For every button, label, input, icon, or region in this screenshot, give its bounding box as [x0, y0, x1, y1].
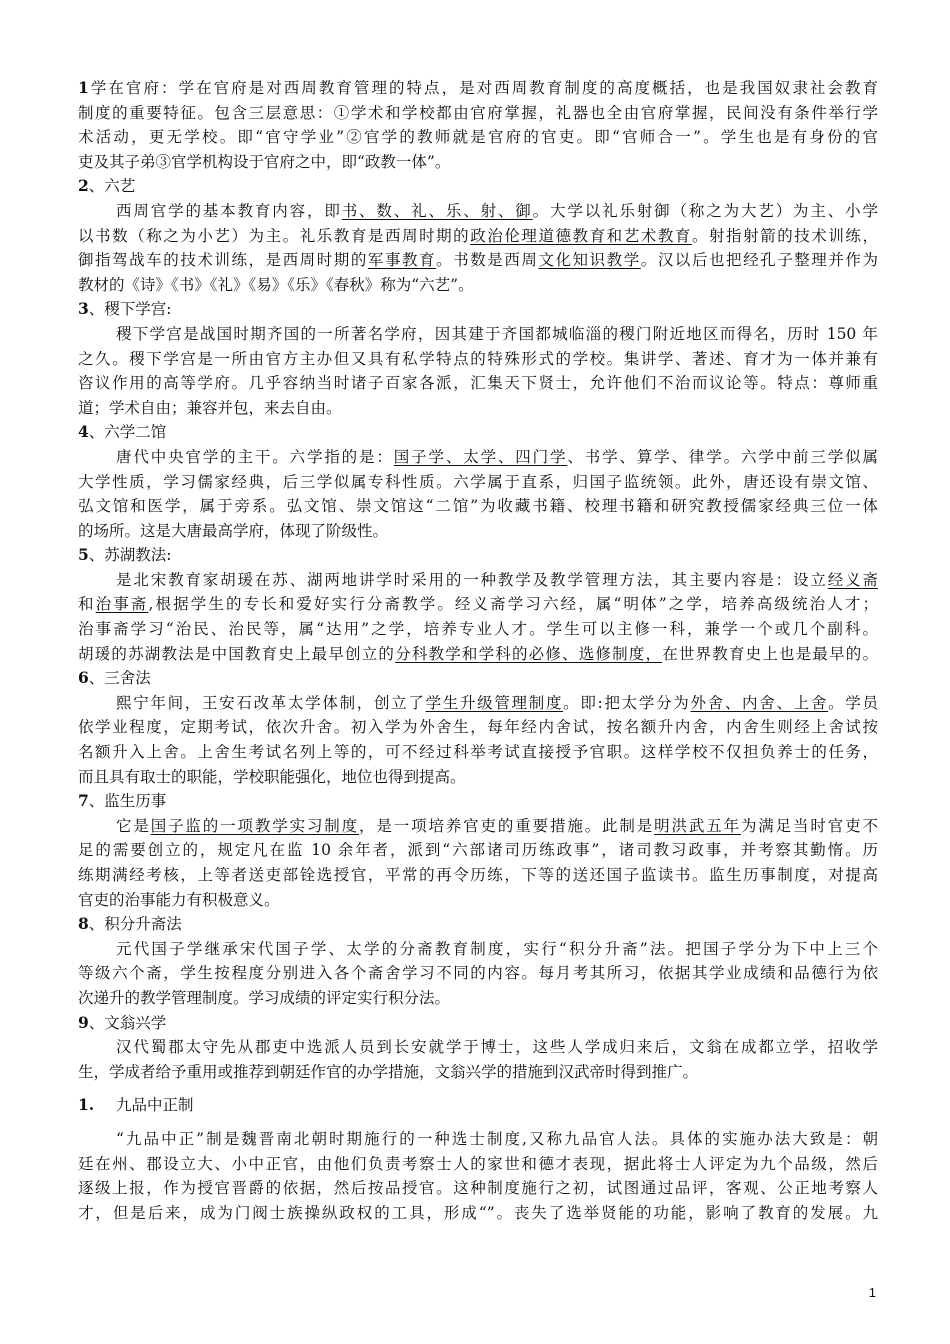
paragraph-line [78, 322, 878, 347]
text-run: 汉代蜀郡太守先从郡吏中选派人员到长安就学于博士，这些人学成归来后，文翁在成都立学，招收学 [116, 1038, 878, 1057]
section-heading [78, 1011, 878, 1036]
paragraph-line [78, 1060, 878, 1085]
paragraph-line [78, 445, 878, 470]
text-run: 教材的《诗》《书》《礼》《易》《乐》《春秋》称为“六艺”。 [78, 275, 474, 294]
paragraph-line [78, 937, 878, 962]
section-heading [78, 912, 878, 937]
section-number: 2 [78, 176, 89, 196]
section-title: 、六艺 [88, 177, 136, 196]
paragraph-line [78, 150, 878, 175]
section [78, 1084, 878, 1225]
text-run: 弘文馆和医学，属于旁系。弘文馆、崇文馆这“二馆”为收藏书籍、校理书籍和研究教授儒家经典三位一体 [78, 497, 878, 516]
underlined-text: 治事斋 [95, 595, 149, 614]
underlined-text: 国子学、太学、四门学 [393, 447, 568, 466]
text-run: 廷在州、郡设立大、小中正官，由他们负责考察士人的家世和德才表现，据此将士人评定为九个品级，然后 [78, 1154, 878, 1173]
text-run: 道；学术自由；兼容并包，来去自由。 [78, 398, 342, 417]
paragraph-line [78, 961, 878, 986]
text-run: 的场所。这是大唐最高学府，体现了阶级性。 [78, 521, 389, 540]
paragraph-line [78, 1035, 878, 1060]
section [78, 297, 878, 420]
text-run: 吏及其子弟③官学机构设于官府之中，即“政教一体”。 [78, 152, 451, 171]
underlined-text: 分科教学和学科的必修、选修制度， [395, 644, 663, 663]
paragraph-line [78, 740, 878, 765]
paragraph-line [78, 1201, 878, 1226]
paragraph-line [78, 199, 878, 224]
text-run: 依学业程度，定期考试，依次升舍。初入学为外舍生，每年经内舍试，按名额升内舍，内舍生则经上舍试按 [78, 718, 878, 737]
text-run: 它是 [116, 816, 151, 835]
text-run: ，是一项培养官吏的重要措施。此制是 [359, 816, 655, 835]
text-run: 术活动，更无学校。即“官守学业”②官学的教师就是官府的官吏。即“官师合一”。学生也是有身份的官 [78, 128, 878, 147]
text-run: 之久。稷下学宫是一所由官方主办但又具有私学特点的特殊形式的学校。集讲学、著述、育才为一体并兼有 [78, 349, 878, 368]
text-run: 才，但是后来，成为门阀士族操纵政权的工具，形成“”。丧失了选举贤能的功能，影响了教育的发展。九 [78, 1203, 878, 1222]
paragraph-line [78, 273, 878, 298]
page-number: 1 [868, 1285, 876, 1300]
paragraph-line [78, 494, 878, 519]
text-run: 元代国子学继承宋代国子学、太学的分斋教育制度，实行“积分升斋”法。把国子学分为下中上三个 [116, 939, 878, 958]
text-run: 练期满经考核，上等者送吏部铨选授官，平常的再令历练，下等的送还国子监读书。监生历事制度，对提高 [78, 866, 878, 884]
underlined-text: 外舍、内舍、上舍 [690, 693, 829, 712]
section-title: 、积分升斋法 [88, 915, 182, 934]
paragraph-line [78, 1176, 878, 1201]
section-number: 1. [78, 1095, 95, 1115]
section-title: 、监生历事 [88, 792, 167, 811]
section-title: 、苏湖教法: [88, 546, 172, 565]
section-title: 、稷下学宫: [88, 300, 172, 319]
text-run: 是北宋教育家胡瑗在苏、湖两地讲学时采用的一种教学及教学管理方法，其主要内容是：设立 [116, 570, 828, 589]
text-run: 和 [78, 595, 96, 614]
paragraph-line [78, 1127, 878, 1152]
text-run: 。书数是西周 [436, 251, 539, 270]
text-run: 制度的重要特征。包含三层意思：①学术和学校都由官府掌握，礼器也全由官府掌握，民间没有条件举行学 [78, 103, 878, 122]
text-run: 名额升入上舍。上舍生考试名列上等的，可不经过科举考试直接授予官职。这样学校不仅担负养士的任务， [78, 743, 878, 762]
paragraph-line [78, 814, 878, 839]
text-run: 御指驾战车的技术训练，是西周时期的 [78, 251, 368, 270]
paragraph-line [78, 101, 878, 126]
section [78, 1011, 878, 1085]
section-heading [78, 789, 878, 814]
section-number: 1 [78, 78, 89, 97]
section-title: 、六学二馆 [88, 423, 167, 442]
section [78, 789, 878, 912]
text-run: 稷下学宫是战国时期齐国的一所著名学府，因其建于齐国都城临淄的稷门附近地区而得名，历时 150 年 [116, 324, 878, 343]
section-number: 5 [78, 545, 89, 565]
section-heading [78, 1093, 878, 1118]
section [78, 76, 878, 174]
section-title: 九品中正制 [116, 1096, 194, 1115]
text-run: 学在官府是对西周教育管理的特点，是对西周教育制度的高度概括，也是我国奴隶社会教育 [178, 79, 878, 97]
paragraph-line [78, 396, 878, 421]
paragraph-line [78, 248, 878, 273]
underlined-text: 明洪武五年 [654, 816, 741, 835]
paragraph-line [78, 715, 878, 740]
text-run: 逐级上报，作为授官晋爵的依据，然后按品授官。这种制度施行之初，试图通过品评，客观、公正地考察人 [78, 1179, 878, 1198]
section [78, 174, 878, 297]
underlined-text: 国子监的一项教学实习制度 [150, 816, 360, 835]
section-number: 4 [78, 422, 89, 442]
spacer [78, 1118, 878, 1127]
text-run: 熙宁年间，王安石改革太学体制，创立了 [116, 693, 426, 712]
paragraph-line [78, 888, 878, 913]
section-heading [78, 420, 878, 445]
text-run: 。大学以礼乐射御（称之为大艺）为主、小学 [532, 201, 878, 220]
section-heading [78, 297, 878, 322]
underlined-text: 学生升级管理制度 [425, 693, 564, 712]
text-run: 等级六个斋，学生按程度分别进入各个斋舍学习不同的内容。每月考其所习，依据其学业成绩和品德行为依 [78, 964, 878, 983]
text-run: 胡瑗的苏湖教法是中国教育史上最早创立的 [78, 644, 396, 663]
section [78, 912, 878, 1010]
section-number: 6 [78, 668, 89, 688]
underlined-text: 经义斋 [827, 570, 878, 589]
text-run: 官吏的治事能力有积极意义。 [78, 890, 280, 909]
section-heading [78, 174, 878, 199]
underlined-text: 政治伦理道德教育和艺术教育 [470, 226, 692, 245]
text-run: 足的需要创立的，规定凡在监 10 余年者，派到“六部诸司历练政事”，诸司教习政事，并考察其勤惰。历 [78, 841, 878, 860]
paragraph-line [78, 642, 878, 667]
section-title: 学在官府： [88, 79, 179, 97]
paragraph-line [78, 838, 878, 863]
section-heading [78, 543, 878, 568]
section [78, 543, 878, 666]
text-run: ,根据学生的专长和爱好实行分斋教学。经义斋学习六经，属“明体”之学，培养高级统治人才； [148, 595, 878, 614]
text-run: 在世界教育史上也是最早的。 [662, 644, 878, 663]
paragraph-line [78, 125, 878, 150]
text-run: 为满足当时官吏不 [740, 816, 878, 835]
text-run: 。汉以后也把经孔子整理并作为 [640, 251, 878, 270]
text-run: 咨议作用的高等学府。几乎容纳当时诸子百家各派，汇集天下贤士，允许他们不治而议论等。特点：尊师重 [78, 374, 878, 393]
text-run: 西周官学的基本教育内容，即 [116, 201, 342, 220]
paragraph-line [78, 371, 878, 396]
text-run: 治事斋学习“治民、治民等，属“达用”之学，培养专业人才。学生可以主修一科，兼学一个或几个副科。 [78, 620, 878, 639]
text-run: 唐代中央官学的主干。六学指的是： [116, 447, 394, 466]
section-heading [78, 76, 878, 101]
paragraph-line [78, 617, 878, 642]
section-title: 、三舍法 [88, 669, 151, 688]
section-number: 7 [78, 791, 89, 811]
text-run: 次递升的教学管理制度。学习成绩的评定实行积分法。 [78, 988, 451, 1007]
paragraph-line [78, 863, 878, 888]
spacer [78, 1084, 878, 1093]
text-run: 。射指射箭的技术训练， [691, 226, 878, 245]
text-run: 而且具有取士的职能，学校职能强化，地位也得到提高。 [78, 767, 466, 786]
paragraph-line [78, 592, 878, 617]
section-number: 8 [78, 914, 89, 934]
paragraph-line [78, 691, 878, 716]
paragraph-line [78, 568, 878, 593]
section [78, 666, 878, 789]
text-run: 、书学、算学、律学。六学中前三学似属 [567, 447, 878, 466]
section-heading [78, 666, 878, 691]
paragraph-line [78, 1152, 878, 1177]
underlined-text: 书、数、礼、乐、射、御 [341, 201, 533, 220]
section [78, 420, 878, 543]
paragraph-line [78, 470, 878, 495]
text-run: 以书数（称之为小艺）为主。礼乐教育是西周时期的 [78, 226, 471, 245]
underlined-text: 文化知识教学 [538, 251, 641, 270]
section-number: 9 [78, 1012, 89, 1032]
text-run: 生，学成者给予重用或推荐到朝廷作官的办学措施，文翁兴学的措施到汉武帝时得到推广。 [78, 1062, 699, 1081]
paragraph-line [78, 347, 878, 372]
paragraph-line [78, 224, 878, 249]
section-title: 、文翁兴学 [88, 1013, 167, 1032]
text-run: 大学性质，学习儒家经典，后三学似属专科性质。六学属于直系，归国子监统领。此外，唐还设有崇文馆、 [78, 472, 878, 491]
document-body [78, 76, 878, 1225]
text-run: “九品中正”制是魏晋南北朝时期施行的一种选士制度,又称九品官人法。具体的实施办法大致是：朝 [116, 1129, 878, 1148]
section-number: 3 [78, 299, 89, 319]
paragraph-line [78, 519, 878, 544]
paragraph-line [78, 765, 878, 790]
underlined-text: 军事教育 [367, 251, 437, 270]
text-run: 。即:把太学分为 [563, 693, 691, 712]
paragraph-line [78, 986, 878, 1011]
text-run: 。学员 [828, 693, 878, 712]
